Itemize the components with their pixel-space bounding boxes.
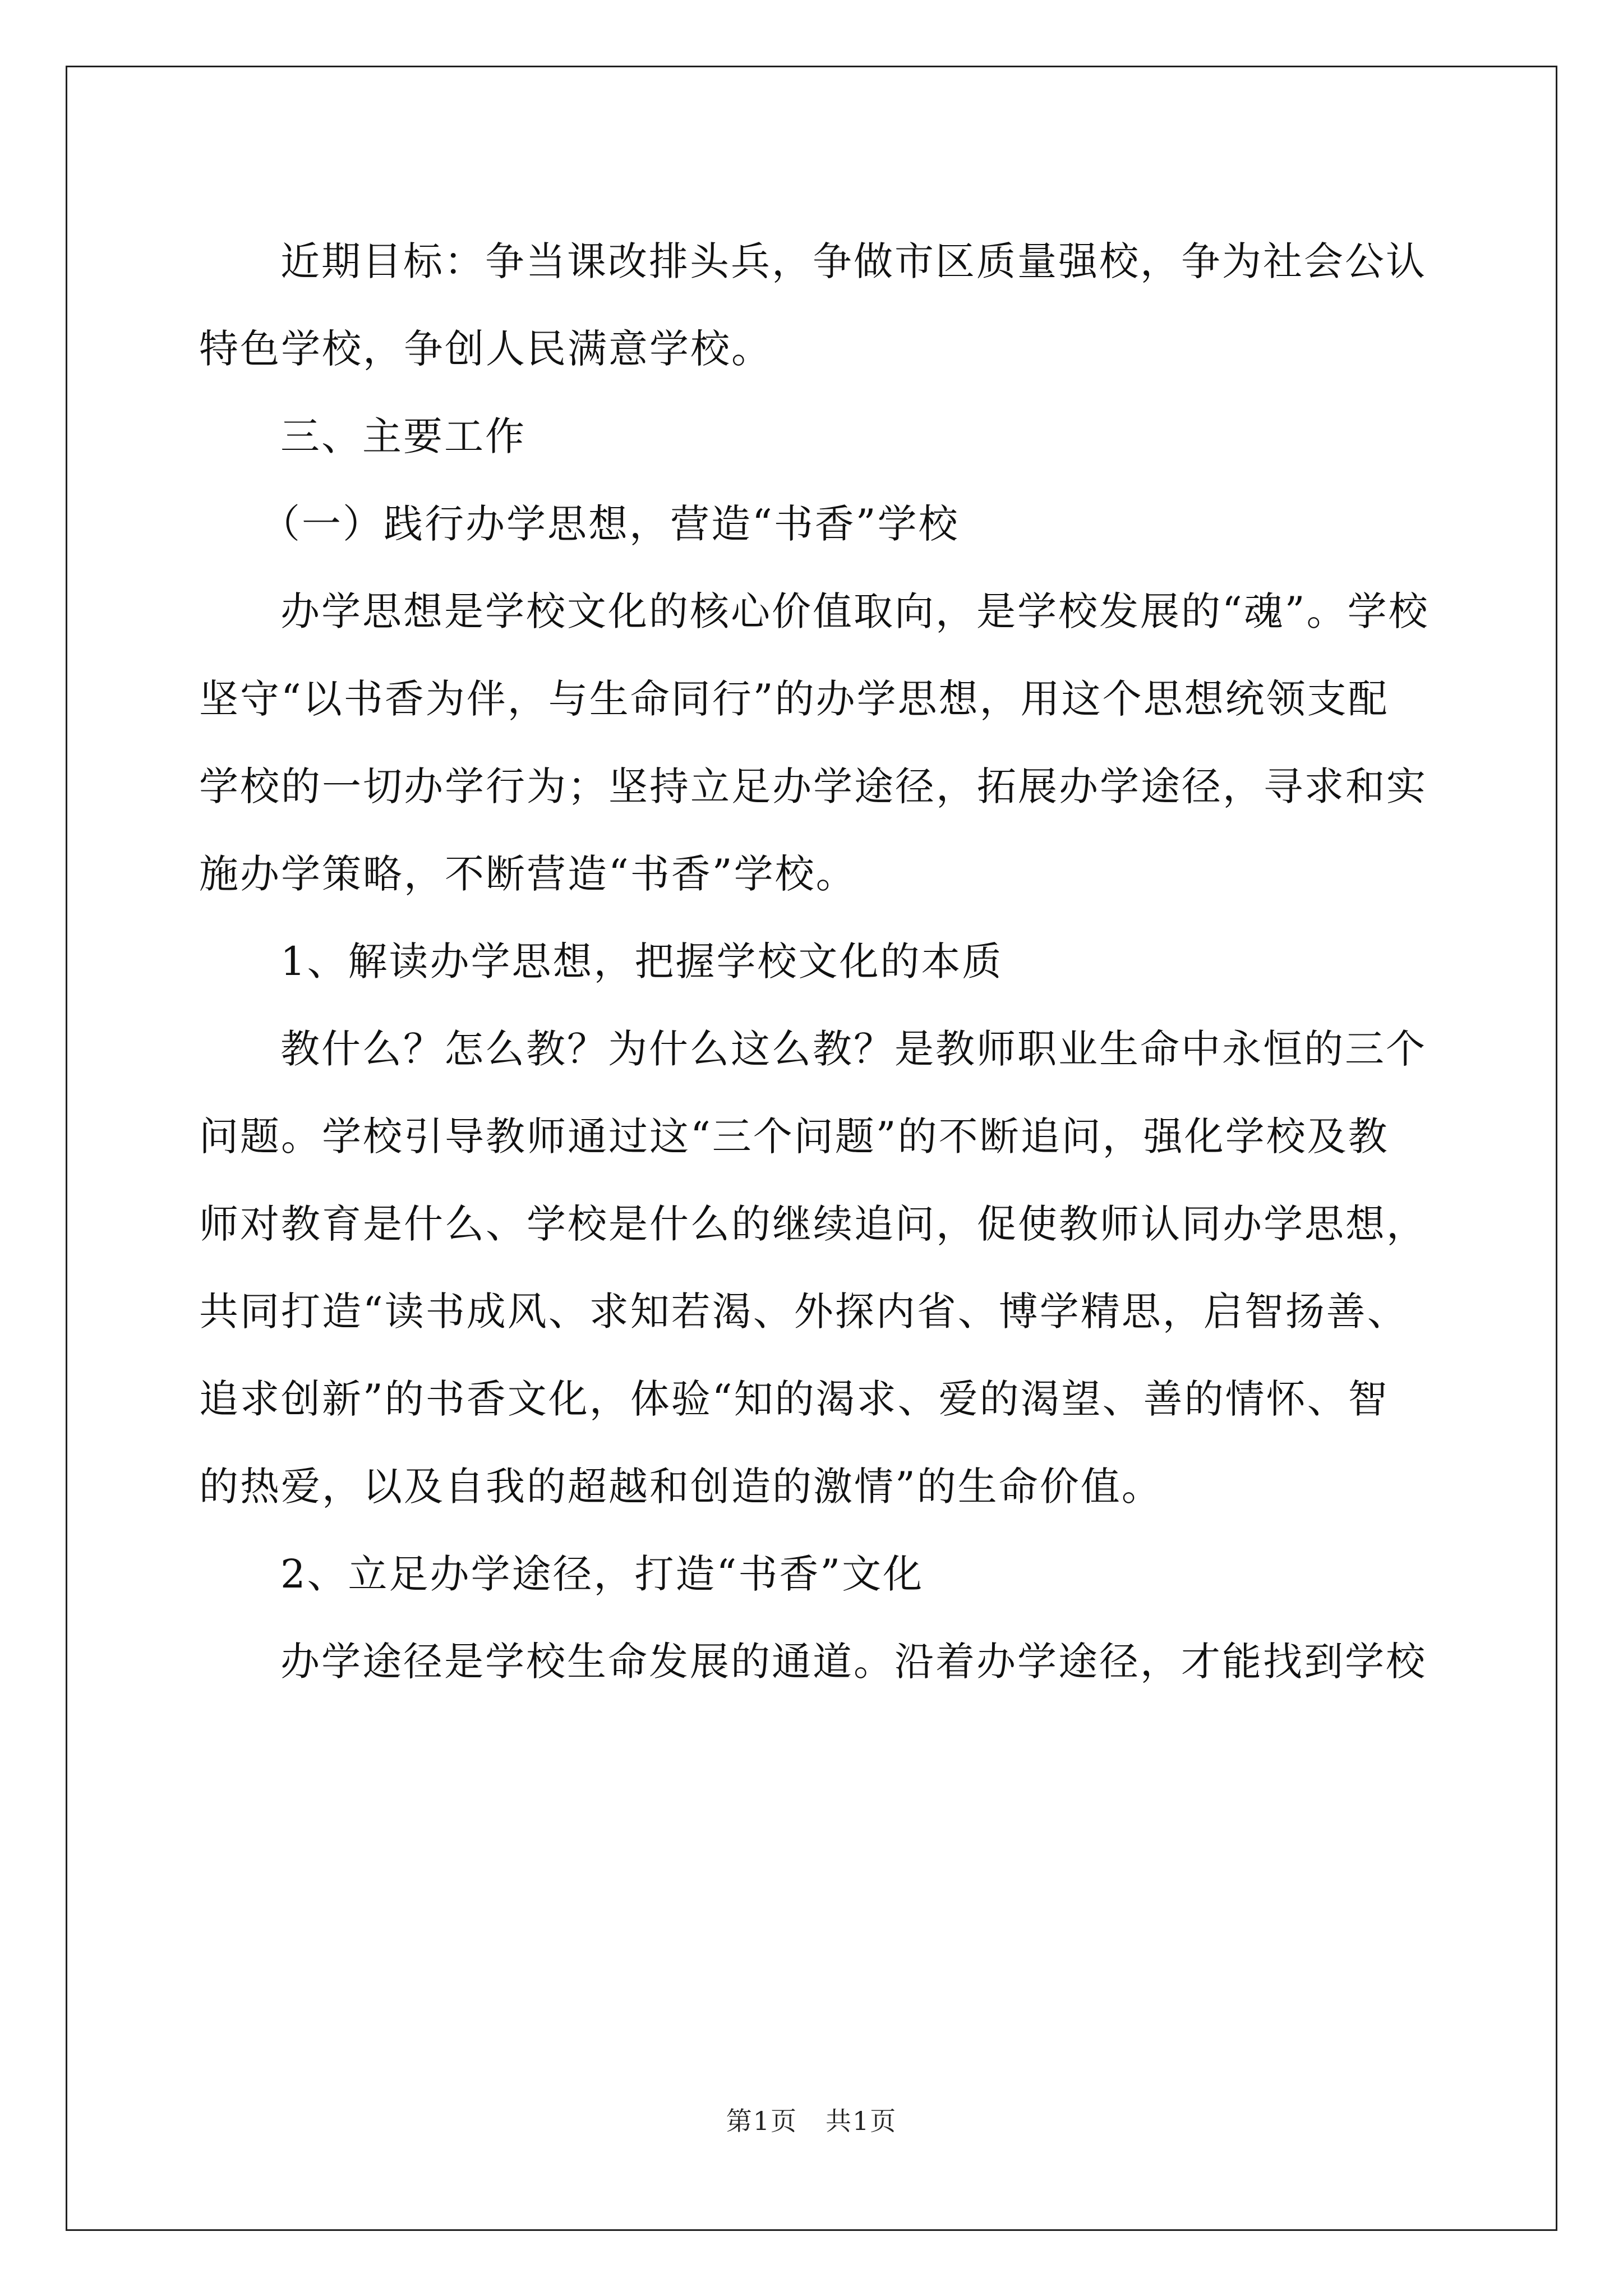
page-number-current: 第1页 (726, 2106, 797, 2136)
text-line: 施办学策略，不断营造“书香”学校。 (199, 851, 857, 897)
text-line: 教什么？怎么教？为什么这么教？是教师职业生命中永恒的三个 (280, 1026, 1427, 1072)
paragraph-near-term-goals (199, 218, 1427, 393)
text-line: 办学思想是学校文化的核心价值取向，是学校发展的“魂”。学校 (280, 588, 1430, 634)
text-line: 师对教育是什么、学校是什么的继续追问，促使教师认同办学思想， (199, 1201, 1427, 1247)
text-line: 问题。学校引导教师通过这“三个问题”的不断追问，强化学校及教 (199, 1114, 1389, 1159)
text-line: 的热爱，以及自我的超越和创造的激情”的生命价值。 (199, 1464, 1163, 1510)
heading-interpret-philosophy (199, 918, 1424, 1005)
page-footer (0, 2101, 1623, 2138)
text-line: 坚守“以书香为伴，与生命同行”的办学思想，用这个思想统领支配 (199, 676, 1389, 722)
subheading-practice-philosophy (199, 480, 1424, 568)
text-line: 办学途径是学校生命发展的通道。沿着办学途径，才能找到学校 (280, 1639, 1427, 1685)
heading-text: 2、立足办学途径，打造“书香”文化 (280, 1551, 924, 1597)
paragraph-school-philosophy (199, 568, 1430, 918)
text-line: 近期目标：争当课改排头兵，争做市区质量强校，争为社会公认 (280, 238, 1427, 284)
document-body (199, 218, 1430, 1705)
text-line: 特色学校，争创人民满意学校。 (199, 326, 772, 372)
heading-build-culture (199, 1530, 1424, 1618)
heading-text: 1、解读办学思想，把握学校文化的本质 (280, 938, 1003, 984)
section-heading-main-work (199, 393, 1424, 480)
paragraph-three-questions (199, 1005, 1427, 1530)
text-line: 共同打造“读书成风、求知若渴、外探内省、博学精思，启智扬善、 (199, 1289, 1408, 1335)
paragraph-school-pathway (199, 1618, 1427, 1705)
heading-text: 三、主要工作 (280, 413, 526, 459)
text-line: 追求创新”的书香文化，体验“知的渴求、爱的渴望、善的情怀、智 (199, 1376, 1389, 1422)
text-line: 学校的一切办学行为；坚持立足办学途径，拓展办学途径，寻求和实 (199, 763, 1427, 809)
subheading-text: （一）践行办学思想，营造“书香”学校 (261, 501, 960, 547)
page-number-total: 共1页 (826, 2106, 897, 2136)
